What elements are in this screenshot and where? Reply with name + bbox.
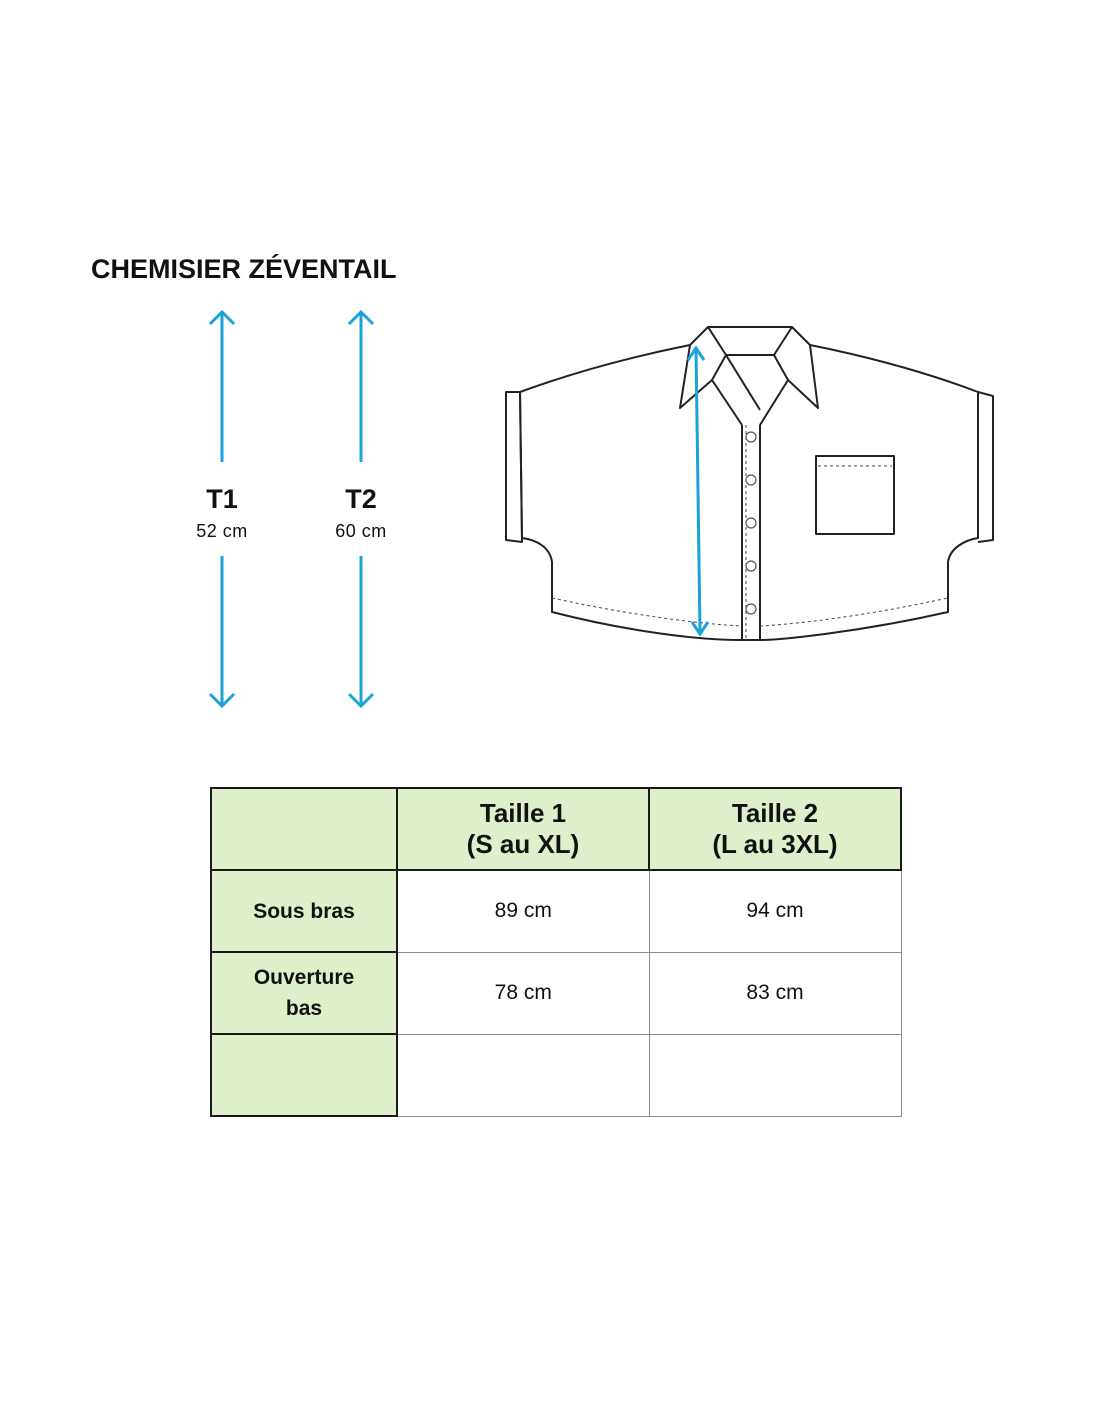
column-header-line: (L au 3XL): [712, 829, 838, 859]
t1-label: T1: [206, 484, 238, 514]
row-header-line: Ouverture: [253, 966, 355, 989]
table-cell: [397, 1034, 649, 1116]
row-header-sous-bras: [211, 870, 397, 952]
table-cell: [649, 1034, 901, 1116]
page-title: CHEMISIER ZÉVENTAIL: [91, 254, 397, 284]
table-header-row: [211, 788, 901, 870]
row-header-ouverture-bas: [211, 952, 397, 1034]
row-header-line: Sous bras: [253, 899, 355, 923]
table-cell: 94 cm: [649, 870, 901, 952]
row-header-empty: [211, 1034, 397, 1116]
column-header-line: Taille 2: [731, 798, 819, 828]
table-row: [211, 1034, 901, 1116]
column-header-line: (S au XL): [466, 829, 580, 859]
column-header-line: Taille 1: [479, 798, 567, 828]
t1-value: 52 cm: [196, 521, 248, 541]
size-table: [210, 787, 902, 1117]
table-cell: 78 cm: [397, 952, 649, 1034]
t2-label: T2: [345, 484, 377, 514]
table-cell: 83 cm: [649, 952, 901, 1034]
shirt-drawing-icon: [500, 320, 1000, 650]
column-header-taille-2: [649, 788, 901, 870]
table-cell: 89 cm: [397, 870, 649, 952]
table-row: [211, 870, 901, 952]
table-corner-cell: [211, 788, 397, 870]
table-row: [211, 952, 901, 1034]
row-header-line: bas: [285, 997, 323, 1020]
t2-value: 60 cm: [335, 521, 387, 541]
column-header-taille-1: [397, 788, 649, 870]
